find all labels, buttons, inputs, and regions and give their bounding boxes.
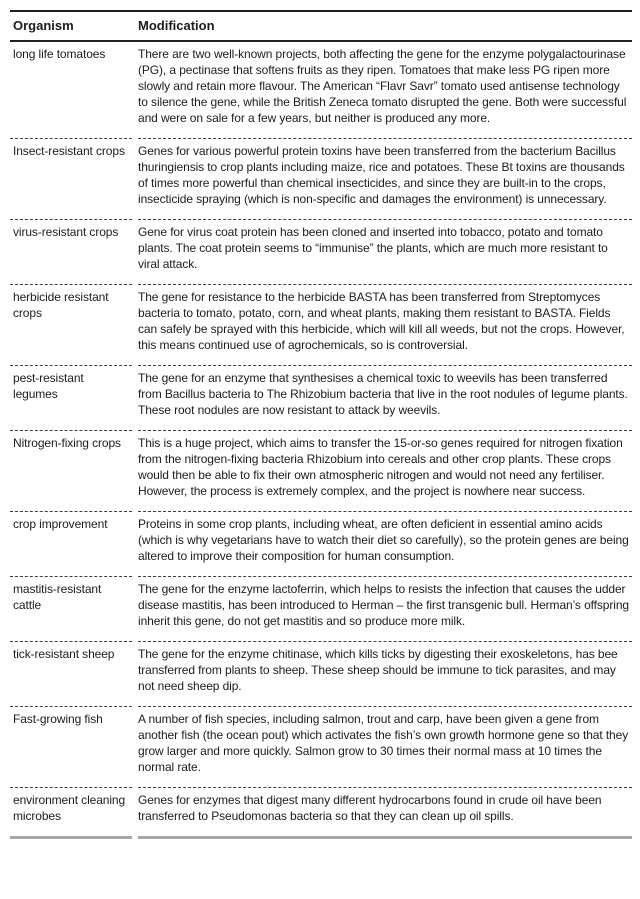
column-header-organism: Organism xyxy=(13,18,74,33)
column-header-modification: Modification xyxy=(138,18,215,33)
modification-cell: The gene for an enzyme that synthesises a chemical toxic to weevils has been transferred from Bacillus bacteria to The Rhizobium bacteria that live in the root nodules of legume plants. These root nodules are now resistant to attack by weevils. xyxy=(138,365,632,430)
modification-cell: There are two well-known projects, both affecting the gene for the enzyme polygalactourinase (PG), a pectinase that softens fruits as they ripen. Tomatoes that make less PG ripen more slowly and retain more flavour. The American “Flavr Savr” tomato used antisense technology to silence the gene, while the British Zeneca tomato disrupted the gene. Both were successful and were on sale for a few years, but neither is produced any more. xyxy=(138,47,627,125)
organism-cell: pest-resistant legumes xyxy=(10,365,132,430)
modification-cell: A number of fish species, including salmon, trout and carp, have been given a gene from another fish (the ocean pout) which activates the fish’s own growth hormone gene so that they grow larger and more quickly. Salmon grow to 30 times their normal mass at 10 times the normal rate. xyxy=(138,706,632,787)
table-row-nitrogen-fixing-crops xyxy=(10,430,632,511)
modification-cell: Gene for virus coat protein has been cloned and inserted into tobacco, potato and tomato plants. The coat protein seems to “immunise” the plants, which are much more resistant to viral attack. xyxy=(138,219,632,284)
organism-cell: tick-resistant sheep xyxy=(10,641,132,706)
modification-cell: The gene for resistance to the herbicide BASTA has been transferred from Streptomyces bacteria to tomato, potato, corn, and wheat plants, making them resistant to BASTA. Fields can safely be sprayed with this herbicide, which will kill all weeds, but not the crops. However, this means continued use of agrochemicals, so is controversial. xyxy=(138,284,632,365)
table-row-long-life-tomatoes xyxy=(10,42,632,138)
table-header-row xyxy=(10,10,632,42)
table-row-tick-resistant-sheep xyxy=(10,641,632,706)
organism-cell: mastitis-resistant cattle xyxy=(10,576,132,641)
table-row-mastitis-resistant-cattle xyxy=(10,576,632,641)
organism-cell: Fast-growing fish xyxy=(10,706,132,787)
modification-cell: Genes for enzymes that digest many different hydrocarbons found in crude oil have been transferred to Pseudomonas bacteria so that they can clean up oil spills. xyxy=(138,787,632,839)
modification-cell: The gene for the enzyme lactoferrin, which helps to resists the infection that causes the udder disease mastitis, has been introduced to Herman – the first transgenic bull. Herman’s offspring inherit this gene, do not get mastitis and so produce more milk. xyxy=(138,576,632,641)
modification-cell: Proteins in some crop plants, including wheat, are often deficient in essential amino acids (which is why vegetarians have to watch their diet so carefully), so the protein genes are being altered to improve their composition for human consumption. xyxy=(138,511,632,576)
table-row-insect-resistant-crops xyxy=(10,138,632,219)
table-row-fast-growing-fish xyxy=(10,706,632,787)
table-row-herbicide-resistant-crops xyxy=(10,284,632,365)
organism-cell: crop improvement xyxy=(10,511,132,576)
organism-cell: environment cleaning microbes xyxy=(10,787,132,839)
organism-cell: long life tomatoes xyxy=(13,47,106,61)
table-row-virus-resistant-crops xyxy=(10,219,632,284)
modification-cell: Genes for various powerful protein toxins have been transferred from the bacterium Bacillus thuringiensis to crop plants including maize, rice and potatoes. These Bt toxins are thousands of times more powerful than chemical insecticides, and since they are built-in to the crops, insecticide spraying (which is non-specific and damages the environment) is unnecessary. xyxy=(138,138,632,219)
table-row-crop-improvement xyxy=(10,511,632,576)
organism-cell: herbicide resistant crops xyxy=(10,284,132,365)
organism-cell: Insect-resistant crops xyxy=(10,138,132,219)
table-row-pest-resistant-legumes xyxy=(10,365,632,430)
modification-cell: This is a huge project, which aims to transfer the 15-or-so genes required for nitrogen fixation from the nitrogen-fixing bacteria Rhizobium into cereals and other crop plants. These crops would then be able to fix their own atmospheric nitrogen and would not need any fertiliser. However, the process is extremely complex, and the project is nowhere near success. xyxy=(138,430,632,511)
table-row-environment-cleaning-microbes xyxy=(10,787,632,839)
gm-organisms-table xyxy=(10,10,632,839)
organism-cell: virus-resistant crops xyxy=(10,219,132,284)
modification-cell: The gene for the enzyme chitinase, which kills ticks by digesting their exoskeletons, has bee transferred from plants to sheep. These sheep should be immune to tick parasites, and may not need sheep dip. xyxy=(138,641,632,706)
organism-cell: Nitrogen-fixing crops xyxy=(10,430,132,511)
